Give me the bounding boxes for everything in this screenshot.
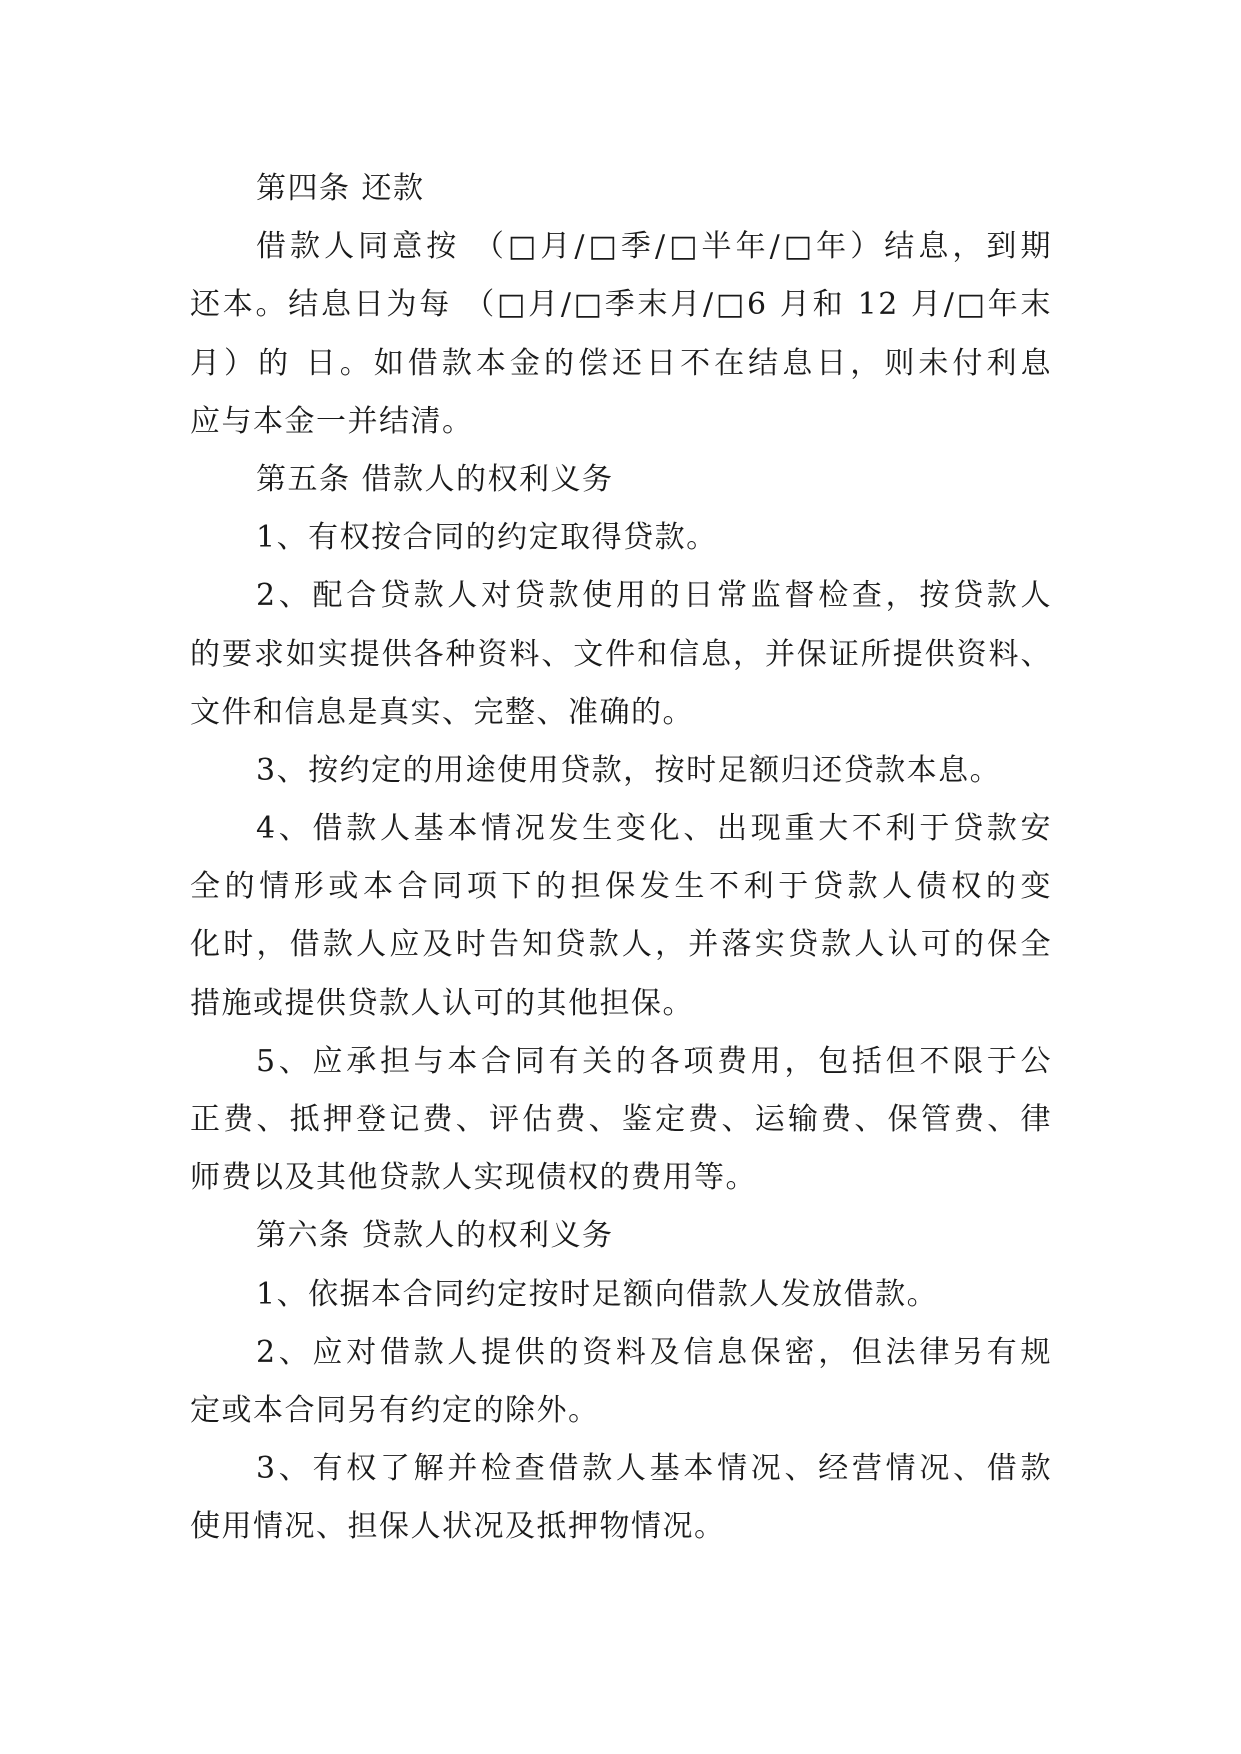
paragraph-line: 1、依据本合同约定按时足额向借款人发放借款。 (256, 1276, 939, 1312)
paragraph-line: 的要求如实提供各种资料、文件和信息，并保证所提供资料、 (190, 636, 1052, 672)
article-6-heading: 第六条 贷款人的权利义务 (256, 1218, 614, 1254)
article-5-heading: 第五条 借款人的权利义务 (256, 461, 614, 497)
paragraph-line: 5、应承担与本合同有关的各项费用，包括但不限于公 (256, 1043, 1052, 1079)
article-4-heading: 第四条 还款 (256, 171, 425, 206)
document-page (190, 160, 1052, 1557)
paragraph-line: 4、借款人基本情况发生变化、出现重大不利于贷款安 (256, 811, 1052, 847)
paragraph-line: 月）的 日。如借款本金的偿还日不在结息日，则未付利息 (190, 345, 1052, 381)
paragraph-line: 化时，借款人应及时告知贷款人，并落实贷款人认可的保全 (190, 927, 1052, 963)
paragraph-line: 3、有权了解并检查借款人基本情况、经营情况、借款 (256, 1451, 1052, 1487)
paragraph-line: 文件和信息是真实、完整、准确的。 (190, 694, 694, 730)
paragraph-line: 定或本合同另有约定的除外。 (190, 1392, 600, 1428)
paragraph-line: 全的情形或本合同项下的担保发生不利于贷款人债权的变 (190, 869, 1052, 905)
paragraph-line: 措施或提供贷款人认可的其他担保。 (190, 985, 694, 1021)
paragraph-line: 1、有权按合同的约定取得贷款。 (256, 520, 718, 556)
paragraph-line: 正费、抵押登记费、评估费、鉴定费、运输费、保管费、律 (190, 1102, 1052, 1137)
paragraph-line: 使用情况、担保人状况及抵押物情况。 (190, 1509, 726, 1545)
paragraph-line: 还本。结息日为每 （□月/□季末月/□6 月和 12 月/□年末 (190, 287, 1052, 323)
paragraph-line: 2、配合贷款人对贷款使用的日常监督检查，按贷款人 (256, 578, 1052, 614)
paragraph-line: 师费以及其他贷款人实现债权的费用等。 (190, 1160, 757, 1196)
paragraph-line: 应与本金一并结清。 (190, 403, 474, 439)
paragraph-line: 2、应对借款人提供的资料及信息保密，但法律另有规 (256, 1334, 1052, 1370)
paragraph-line: 3、按约定的用途使用贷款，按时足额归还贷款本息。 (256, 752, 1002, 788)
paragraph-line: 借款人同意按 （□月/□季/□半年/□年）结息，到期 (256, 229, 1052, 265)
